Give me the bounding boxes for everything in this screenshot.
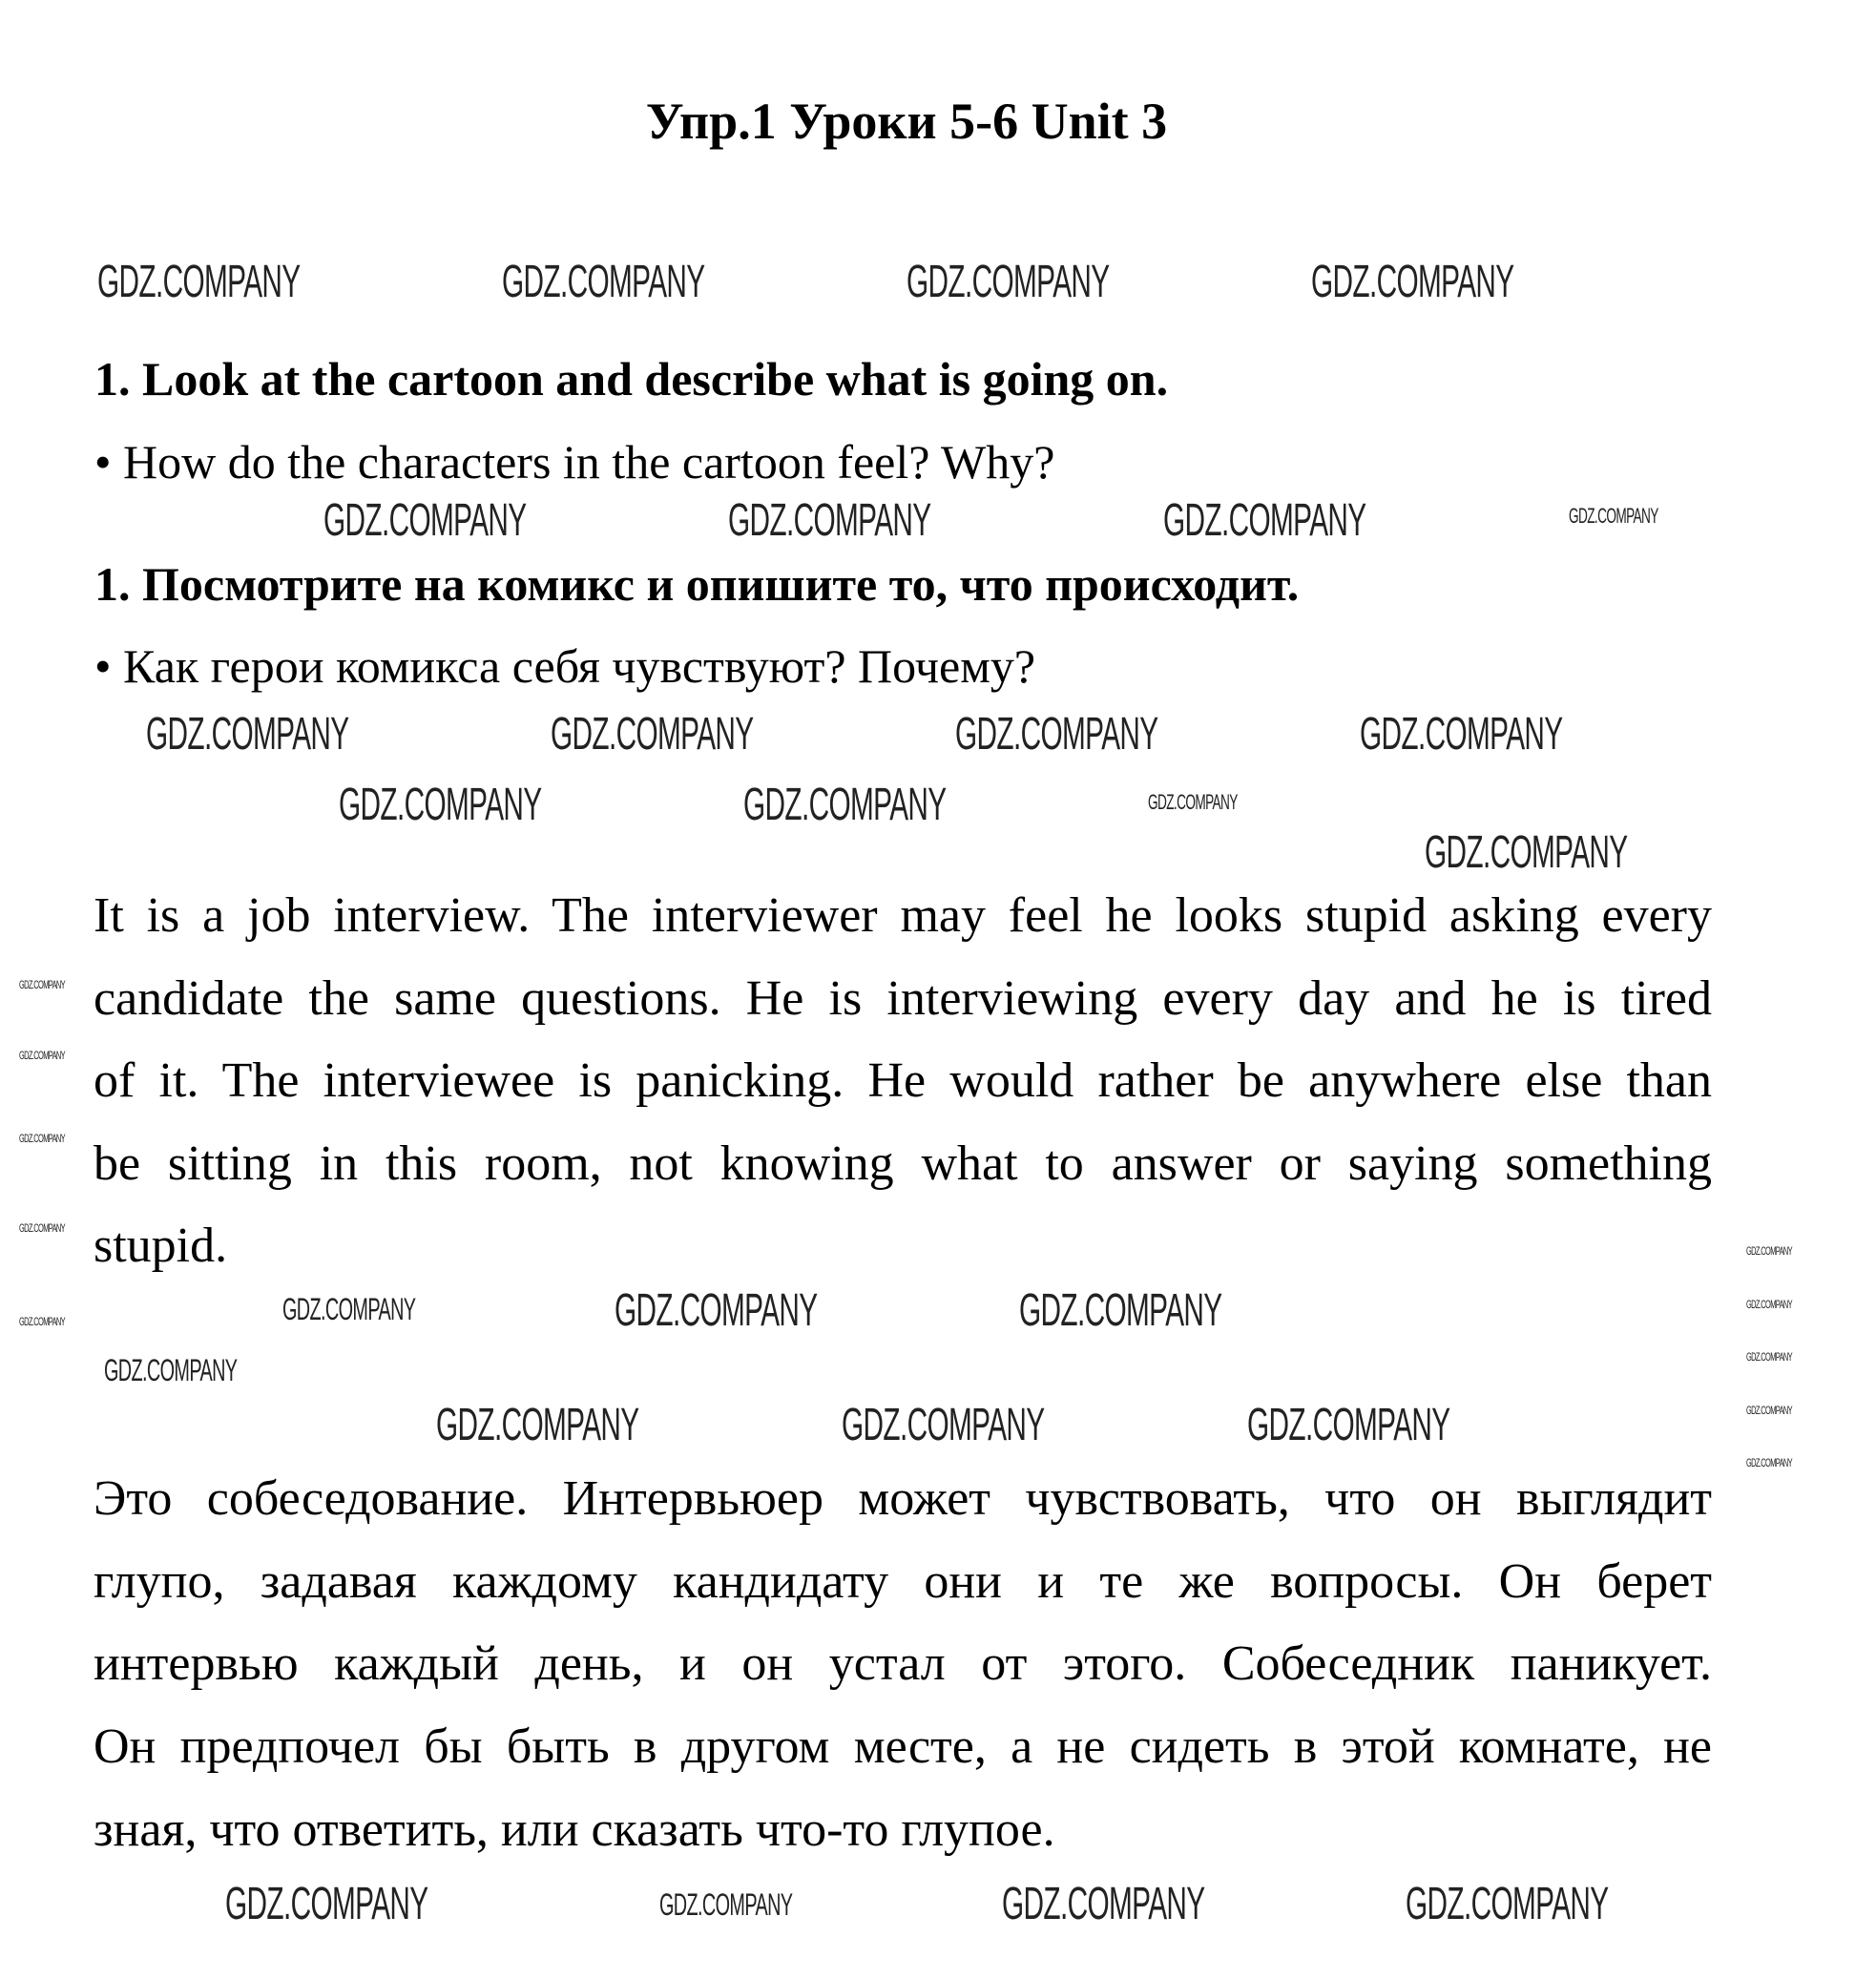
watermark: GDZ.COMPANY [502, 257, 705, 307]
answer-line: candidate the same questions. He is interviewing every day and he is tired [94, 971, 1712, 1026]
watermark: GDZ.COMPANY [97, 257, 301, 307]
watermark: GDZ.COMPANY [1247, 1400, 1450, 1450]
watermark: GDZ.COMPANY [19, 978, 66, 991]
answer-line: интервью каждый день, и он устал от этого. Собеседник паникует. [94, 1636, 1712, 1691]
task-bullet-en: • How do the characters in the cartoon feel? Why? [94, 435, 1055, 489]
watermark: GDZ.COMPANY [1746, 1244, 1793, 1258]
watermark: GDZ.COMPANY [19, 1049, 66, 1062]
answer-line: Это собеседование. Интервьюер может чувствовать, что он выглядит [94, 1471, 1712, 1526]
watermark: GDZ.COMPANY [1019, 1285, 1222, 1336]
answer-line: be sitting in this room, not knowing what to answer or saying something [94, 1136, 1712, 1191]
watermark: GDZ.COMPANY [1425, 827, 1628, 878]
watermark: GDZ.COMPANY [323, 495, 527, 546]
task-heading-ru: 1. Посмотрите на комикс и опишите то, что происходит. [94, 557, 1300, 611]
watermark: GDZ.COMPANY [1360, 709, 1563, 760]
task-heading-en: 1. Look at the cartoon and describe what is going on. [94, 352, 1169, 406]
watermark: GDZ.COMPANY [225, 1879, 428, 1929]
watermark: GDZ.COMPANY [743, 780, 947, 830]
answer-line: глупо, задавая каждому кандидату они и те же вопросы. Он берет [94, 1554, 1712, 1609]
watermark: GDZ.COMPANY [1746, 1404, 1793, 1417]
watermark: GDZ.COMPANY [842, 1400, 1045, 1450]
watermark: GDZ.COMPANY [1746, 1350, 1793, 1364]
answer-line: It is a job interview. The interviewer may feel he looks stupid asking every [94, 888, 1712, 943]
watermark: GDZ.COMPANY [19, 1315, 66, 1328]
watermark: GDZ.COMPANY [19, 1132, 66, 1145]
watermark: GDZ.COMPANY [1746, 1456, 1793, 1469]
watermark: GDZ.COMPANY [146, 709, 349, 760]
watermark: GDZ.COMPANY [615, 1285, 818, 1336]
watermark: GDZ.COMPANY [1002, 1879, 1205, 1929]
watermark: GDZ.COMPANY [436, 1400, 639, 1450]
watermark: GDZ.COMPANY [955, 709, 1158, 760]
watermark: GDZ.COMPANY [282, 1292, 416, 1326]
task-bullet-ru: • Как герои комикса себя чувствуют? Почему? [94, 639, 1036, 693]
watermark: GDZ.COMPANY [659, 1887, 793, 1922]
watermark: GDZ.COMPANY [907, 257, 1110, 307]
watermark: GDZ.COMPANY [1746, 1298, 1793, 1311]
watermark: GDZ.COMPANY [1148, 790, 1238, 814]
answer-line: stupid. [94, 1219, 228, 1273]
watermark: GDZ.COMPANY [19, 1221, 66, 1235]
page-title: Упр.1 Уроки 5-6 Unit 3 [645, 93, 1168, 150]
answer-line: Он предпочел бы быть в другом месте, а не сидеть в этой комнате, не [94, 1719, 1712, 1774]
watermark: GDZ.COMPANY [104, 1353, 238, 1387]
answer-line: зная, что ответить, или сказать что-то глупое. [94, 1802, 1055, 1857]
watermark: GDZ.COMPANY [1311, 257, 1514, 307]
watermark: GDZ.COMPANY [339, 780, 542, 830]
watermark: GDZ.COMPANY [1406, 1879, 1609, 1929]
answer-line: of it. The interviewee is panicking. He would rather be anywhere else than [94, 1053, 1712, 1108]
watermark: GDZ.COMPANY [1569, 504, 1658, 528]
watermark: GDZ.COMPANY [1163, 495, 1366, 546]
watermark: GDZ.COMPANY [728, 495, 931, 546]
watermark: GDZ.COMPANY [551, 709, 754, 760]
